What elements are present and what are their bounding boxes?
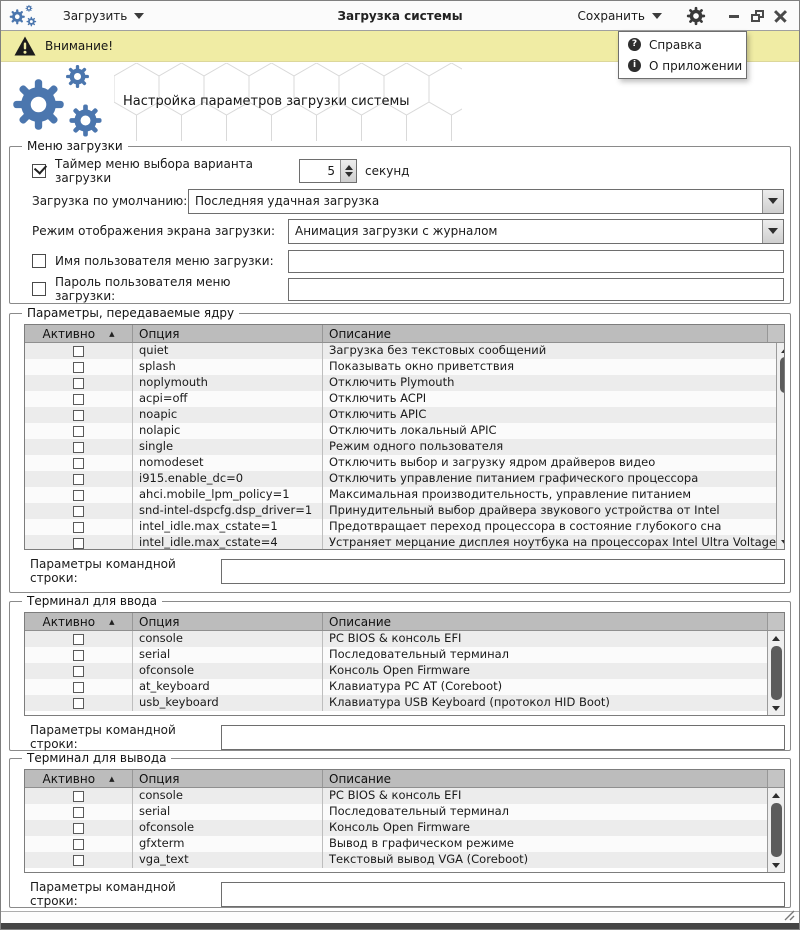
description-cell: Отключить ACPI	[329, 391, 427, 405]
password-checkbox-label: Пароль пользователя меню загрузки:	[55, 275, 231, 303]
vertical-scrollbar[interactable]	[767, 631, 784, 715]
row-active-checkbox[interactable]	[73, 490, 84, 501]
row-active-checkbox[interactable]	[73, 682, 84, 693]
option-cell: ofconsole	[133, 663, 323, 679]
table-row[interactable]	[25, 455, 776, 471]
description-cell: Отключить управление питанием графического процессора	[329, 471, 699, 485]
display-mode-value: Анимация загрузки с журналом	[295, 224, 498, 238]
scrollbar-thumb[interactable]	[780, 357, 784, 393]
menu-item-label: О приложении	[649, 58, 743, 73]
default-boot-select[interactable]	[188, 189, 784, 214]
scroll-down-icon[interactable]	[781, 535, 784, 549]
description-cell: Вывод в графическом режиме	[329, 836, 514, 850]
settings-dropdown-menu	[618, 31, 747, 79]
table-row[interactable]	[25, 359, 776, 375]
group-legend: Параметры, передаваемые ядру	[22, 306, 239, 321]
table-row[interactable]	[25, 788, 767, 804]
row-active-checkbox[interactable]	[73, 855, 84, 866]
warning-text: Внимание!	[45, 39, 114, 53]
restore-button[interactable]	[751, 10, 764, 22]
column-header-description[interactable]: Описание	[329, 326, 392, 341]
spinner-buttons[interactable]	[340, 160, 356, 182]
option-cell: vga_text	[133, 852, 323, 868]
row-active-checkbox[interactable]	[73, 823, 84, 834]
option-cell: serial	[133, 804, 323, 820]
combo-arrow-button[interactable]	[762, 220, 783, 243]
row-active-checkbox[interactable]	[73, 506, 84, 517]
table-row[interactable]	[25, 804, 767, 820]
timeout-spinbox[interactable]	[299, 159, 357, 183]
settings-button[interactable]	[684, 5, 708, 27]
scrollbar-thumb[interactable]	[771, 646, 782, 700]
option-cell: serial	[133, 647, 323, 663]
option-cell: ahci.mobile_lpm_policy=1	[133, 487, 323, 503]
chevron-down-icon	[768, 198, 778, 204]
status-bar	[1, 911, 799, 923]
page-title: Настройка параметров загрузки системы	[123, 94, 410, 109]
chevron-down-icon	[134, 13, 144, 19]
vertical-scrollbar[interactable]	[767, 788, 784, 872]
row-active-checkbox[interactable]	[73, 634, 84, 645]
output-terminal-cmdline-input[interactable]	[221, 882, 785, 907]
description-cell: Последовательный терминал	[329, 647, 510, 661]
minimize-button[interactable]	[728, 10, 741, 22]
row-active-checkbox[interactable]	[73, 538, 84, 549]
option-cell: noapic	[133, 407, 323, 423]
table-row[interactable]	[25, 852, 767, 868]
row-active-checkbox[interactable]	[73, 362, 84, 373]
save-menu-label: Сохранить	[577, 8, 645, 23]
option-cell: snd-intel-dspcfg.dsp_driver=1	[133, 503, 323, 519]
group-input-terminal	[9, 594, 791, 751]
sort-asc-icon: ▲	[109, 617, 115, 626]
table-row[interactable]	[25, 679, 767, 695]
description-cell: PC BIOS & консоль EFI	[329, 631, 462, 645]
display-mode-label: Режим отображения экрана загрузки:	[32, 224, 276, 238]
vertical-scrollbar[interactable]	[776, 343, 784, 549]
toolbar	[1, 1, 799, 31]
default-boot-value: Последняя удачная загрузка	[195, 194, 380, 208]
default-boot-label: Загрузка по умолчанию:	[32, 194, 188, 208]
table-header	[25, 325, 784, 343]
timer-checkbox[interactable]	[32, 164, 46, 178]
description-cell: Консоль Open Firmware	[329, 820, 470, 834]
table-row[interactable]	[25, 439, 776, 455]
kernel-params-table	[24, 324, 785, 550]
row-active-checkbox[interactable]	[73, 410, 84, 421]
row-active-checkbox[interactable]	[73, 839, 84, 850]
description-cell: Консоль Open Firmware	[329, 663, 470, 677]
chevron-down-icon	[768, 228, 778, 234]
load-menu-button[interactable]	[55, 6, 152, 26]
scroll-up-icon[interactable]	[781, 343, 784, 357]
option-cell: at_keyboard	[133, 679, 323, 695]
column-header-option[interactable]: Опция	[133, 325, 323, 342]
column-header-active[interactable]: Активно ▲	[25, 613, 133, 630]
column-header-description[interactable]: Описание	[329, 614, 392, 629]
row-active-checkbox[interactable]	[73, 474, 84, 485]
column-header-description[interactable]: Описание	[329, 771, 392, 786]
save-menu-button[interactable]	[570, 6, 671, 26]
menu-item-help[interactable]	[619, 34, 746, 55]
password-input[interactable]	[288, 278, 784, 301]
table-row[interactable]	[25, 423, 776, 439]
option-cell: intel_idle.max_cstate=4	[133, 535, 323, 549]
info-icon: i	[628, 59, 641, 72]
option-cell: nomodeset	[133, 455, 323, 471]
table-row[interactable]	[25, 836, 767, 852]
table-header	[25, 613, 784, 631]
table-rows	[25, 788, 767, 872]
spin-up-icon	[345, 165, 353, 170]
description-cell: Клавиатура USB Keyboard (протокол HID Boot)	[329, 695, 610, 709]
row-active-checkbox[interactable]	[73, 650, 84, 661]
option-cell: console	[133, 631, 323, 647]
table-rows	[25, 631, 767, 715]
help-icon: ?	[628, 38, 641, 51]
menu-item-about[interactable]	[619, 55, 746, 76]
table-row[interactable]	[25, 375, 776, 391]
username-input[interactable]	[288, 250, 784, 273]
table-row[interactable]	[25, 647, 767, 663]
username-checkbox-label: Имя пользователя меню загрузки:	[55, 254, 274, 268]
row-active-checkbox[interactable]	[73, 698, 84, 709]
row-active-checkbox[interactable]	[73, 394, 84, 405]
row-active-checkbox[interactable]	[73, 791, 84, 802]
row-active-checkbox[interactable]	[73, 442, 84, 453]
description-cell: Отключить выбор и загрузку ядром драйверов видео	[329, 455, 656, 469]
description-cell: Отключить локальный APIC	[329, 423, 497, 437]
row-active-checkbox[interactable]	[73, 346, 84, 357]
scroll-down-icon[interactable]	[772, 701, 780, 715]
column-header-option[interactable]: Опция	[133, 613, 323, 630]
description-cell: Показывать окно приветствия	[329, 359, 515, 373]
row-active-checkbox[interactable]	[73, 522, 84, 533]
group-output-terminal	[9, 751, 791, 908]
resize-grip[interactable]	[783, 909, 795, 921]
row-active-checkbox[interactable]	[73, 458, 84, 469]
table-row[interactable]	[25, 631, 767, 647]
option-cell: gfxterm	[133, 836, 323, 852]
table-row[interactable]	[25, 535, 776, 549]
description-cell: Максимальная производительность, управление питанием	[329, 487, 692, 501]
description-cell: Отключить Plymouth	[329, 375, 455, 389]
table-row[interactable]	[25, 519, 776, 535]
warning-triangle-icon	[14, 36, 36, 56]
description-cell: Загрузка без текстовых сообщений	[329, 343, 547, 357]
app-logo-icon	[9, 4, 39, 28]
description-cell: PC BIOS & консоль EFI	[329, 788, 462, 802]
cmdline-label: Параметры командной строки:	[30, 880, 176, 908]
row-active-checkbox[interactable]	[73, 378, 84, 389]
input-terminal-table	[24, 612, 785, 716]
table-rows	[25, 343, 776, 549]
option-cell: i915.enable_dc=0	[133, 471, 323, 487]
username-checkbox[interactable]	[32, 254, 46, 268]
column-header-active[interactable]: Активно ▲	[25, 770, 133, 787]
group-kernel-params	[9, 306, 791, 593]
option-cell: ofconsole	[133, 820, 323, 836]
timer-checkbox-label: Таймер меню выбора варианта загрузки	[55, 157, 254, 185]
table-row[interactable]	[25, 487, 776, 503]
app-logo	[11, 64, 111, 140]
group-legend: Терминал для ввода	[22, 594, 162, 609]
description-cell: Устраняет мерцание дисплея ноутбука на процессорах Intel Ultra Voltage	[329, 535, 777, 549]
output-terminal-table	[24, 769, 785, 873]
scroll-down-icon[interactable]	[772, 858, 780, 872]
table-row[interactable]	[25, 343, 776, 359]
display-mode-select[interactable]	[288, 219, 784, 244]
table-row[interactable]	[25, 663, 767, 679]
column-header-active[interactable]: Активно ▲	[25, 325, 133, 342]
timeout-unit-label: секунд	[365, 164, 410, 178]
option-cell: acpi=off	[133, 391, 323, 407]
gear-icon	[686, 6, 706, 26]
combo-arrow-button[interactable]	[762, 190, 783, 213]
table-row[interactable]	[25, 503, 776, 519]
table-row[interactable]	[25, 471, 776, 487]
row-active-checkbox[interactable]	[73, 807, 84, 818]
load-menu-label: Загрузить	[63, 8, 128, 23]
close-button[interactable]	[774, 10, 787, 22]
option-cell: noplymouth	[133, 375, 323, 391]
spin-down-icon	[345, 172, 353, 177]
scroll-up-icon[interactable]	[772, 631, 780, 645]
description-cell: Принудительный выбор драйвера звукового устройства от Intel	[329, 503, 720, 517]
table-row[interactable]	[25, 820, 767, 836]
description-cell: Режим одного пользователя	[329, 439, 504, 453]
group-legend: Терминал для вывода	[22, 751, 171, 766]
option-cell: quiet	[133, 343, 323, 359]
option-cell: nolapic	[133, 423, 323, 439]
table-row[interactable]	[25, 407, 776, 423]
option-cell: intel_idle.max_cstate=1	[133, 519, 323, 535]
cmdline-label: Параметры командной строки:	[30, 557, 176, 585]
window-title: Загрузка системы	[337, 8, 463, 23]
cmdline-label: Параметры командной строки:	[30, 723, 176, 751]
scroll-up-icon[interactable]	[772, 788, 780, 802]
column-header-option[interactable]: Опция	[133, 770, 323, 787]
scrollbar-thumb[interactable]	[771, 803, 782, 857]
password-checkbox[interactable]	[32, 282, 46, 296]
group-boot-menu	[9, 139, 791, 304]
description-cell: Текстовый вывод VGA (Coreboot)	[329, 852, 529, 866]
timeout-value: 5	[327, 164, 335, 178]
sort-asc-icon: ▲	[109, 774, 115, 783]
window-bottom-edge	[1, 923, 799, 929]
table-header	[25, 770, 784, 788]
menu-item-label: Справка	[649, 37, 702, 52]
option-cell: console	[133, 788, 323, 804]
chevron-down-icon	[652, 13, 662, 19]
kernel-cmdline-input[interactable]	[221, 559, 785, 584]
table-row[interactable]	[25, 391, 776, 407]
description-cell: Последовательный терминал	[329, 804, 510, 818]
option-cell: splash	[133, 359, 323, 375]
option-cell: usb_keyboard	[133, 695, 323, 711]
window-controls	[728, 10, 787, 22]
description-cell: Клавиатура PC AT (Coreboot)	[329, 679, 503, 693]
row-active-checkbox[interactable]	[73, 666, 84, 677]
sort-asc-icon: ▲	[109, 329, 115, 338]
row-active-checkbox[interactable]	[73, 426, 84, 437]
description-cell: Отключить APIC	[329, 407, 427, 421]
option-cell: single	[133, 439, 323, 455]
description-cell: Предотвращает переход процессора в состояние глубокого сна	[329, 519, 722, 533]
table-row[interactable]	[25, 695, 767, 711]
input-terminal-cmdline-input[interactable]	[221, 725, 785, 750]
group-legend: Меню загрузки	[22, 139, 128, 154]
